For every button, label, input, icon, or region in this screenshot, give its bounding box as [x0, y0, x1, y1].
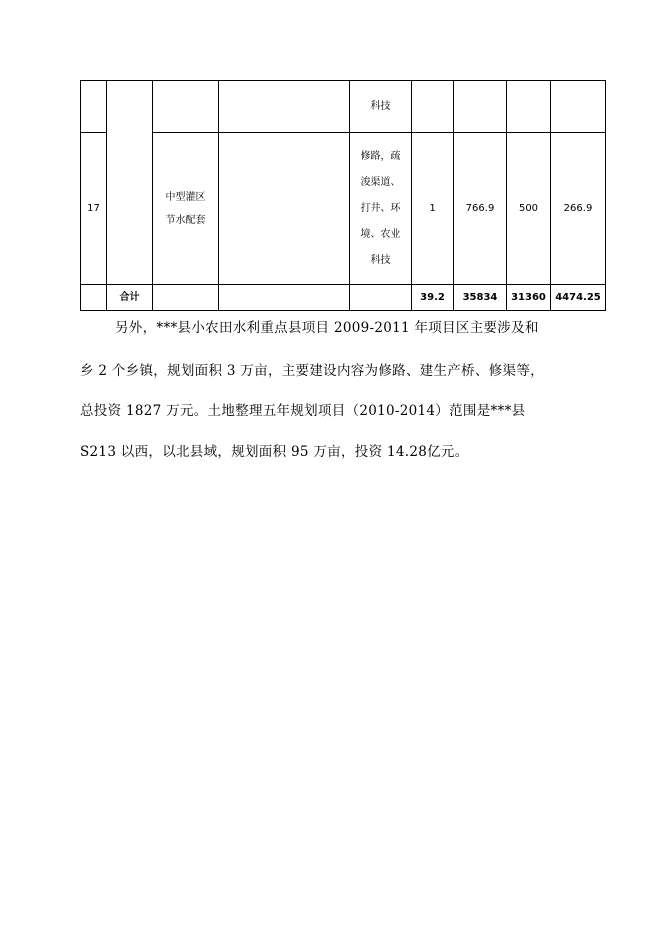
cell-col9: 266.9 [551, 133, 606, 285]
cell-col8: 500 [507, 133, 551, 285]
table-row-total [81, 285, 606, 311]
content-line: 科技 [370, 254, 391, 266]
cell-area [412, 81, 454, 133]
paragraph-line-2: 乡 2 个乡镇，规划面积 3 万亩，主要建设内容为修路、建生产桥、修渠等， [80, 363, 544, 379]
cell-index: 17 [81, 133, 107, 285]
cell-investment: 766.9 [454, 133, 507, 285]
paragraph-line-3: 总投资 1827 万元。土地整理五年规划项目（2010-2014）范围是***县 [80, 403, 526, 419]
cell-total-investment: 35834 [454, 285, 507, 311]
cell-project [153, 81, 219, 133]
cell-location [219, 81, 350, 133]
cell-content [350, 133, 412, 285]
table-row-17 [81, 133, 606, 285]
paragraph-line-4: S213 以西，以北县域，规划面积 95 万亩，投资 14.28亿元。 [80, 444, 469, 460]
cell-location [219, 285, 350, 311]
paragraph-line-1: 另外，***县小农田水利重点县项目 2009-2011 年项目区主要涉及和 [115, 320, 539, 336]
content-line: 境、农业 [360, 228, 401, 240]
cell-project [153, 285, 219, 311]
project-line-1: 中型灌区 [165, 191, 206, 203]
cell-col8 [507, 81, 551, 133]
cell-location [219, 133, 350, 285]
cell-content: 科技 [350, 81, 412, 133]
table-row-continued [81, 81, 606, 133]
project-table [80, 80, 606, 311]
content-line: 浚渠道、 [360, 176, 401, 188]
cell-total-label: 合计 [107, 285, 153, 311]
content-line: 修路，疏 [360, 150, 401, 162]
cell-index [81, 285, 107, 311]
content-line: 打井、环 [360, 202, 401, 214]
cell-category [107, 81, 153, 285]
cell-project [153, 133, 219, 285]
cell-total-col9: 4474.25 [551, 285, 606, 311]
cell-total-area: 39.2 [412, 285, 454, 311]
cell-index [81, 81, 107, 133]
cell-col9 [551, 81, 606, 133]
cell-total-col8: 31360 [507, 285, 551, 311]
cell-area: 1 [412, 133, 454, 285]
project-line-2: 节水配套 [165, 214, 206, 226]
cell-investment [454, 81, 507, 133]
cell-content [350, 285, 412, 311]
